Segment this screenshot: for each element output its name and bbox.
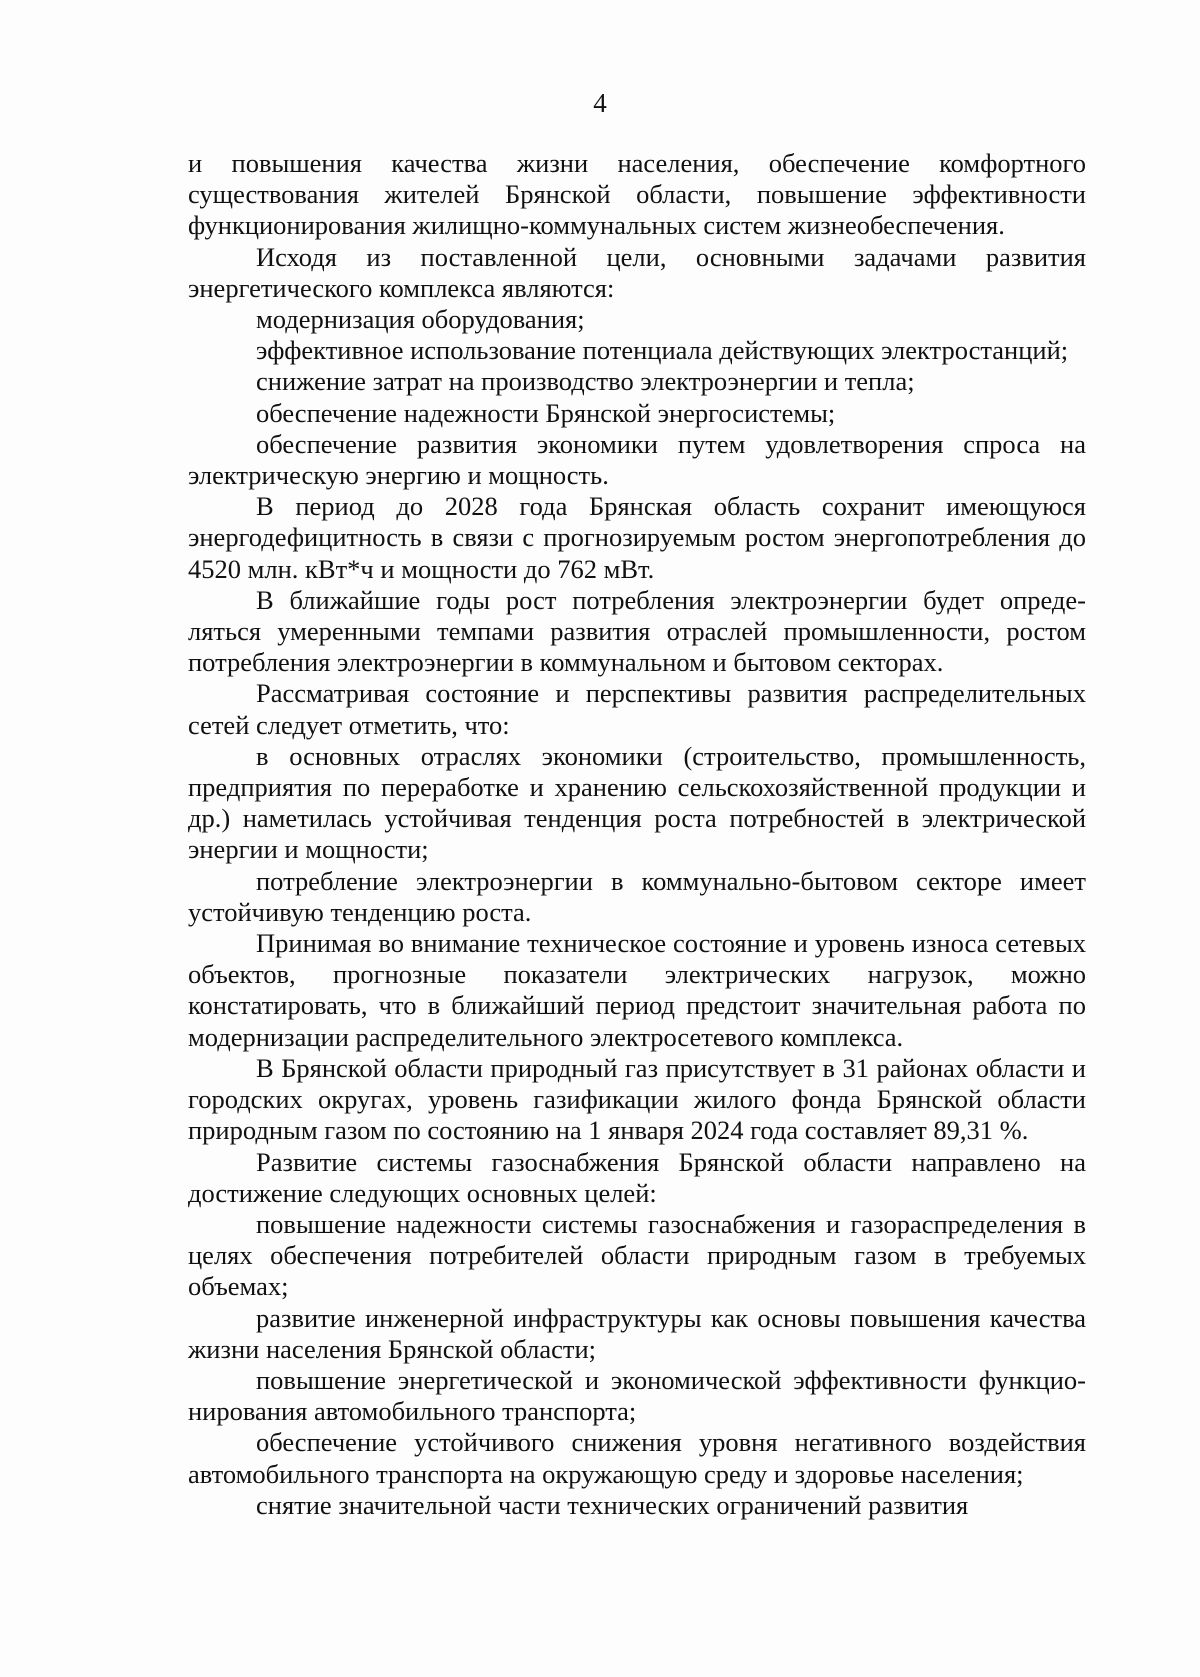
list-item-industries: в основных отраслях экономики (строительство, промышленность, предприятия по переработке и хранению сельскохозяйственной продукции и др.) наметилась устойчивая тенденция роста потребностей в электрической энергии и мощности;	[188, 740, 1086, 865]
paragraph-modernization-work: Принимая во внимание техническое состояние и уровень износа сетевых объектов, прогнозные показатели электрических нагрузок, можно констатировать, что в ближайший период предстоит значительная работа по модернизации распределительного электросетевого комплекса.	[188, 928, 1086, 1052]
list-item-infrastructure: развитие инженерной инфраструктуры как основы повышения качества жизни населения Брянской области;	[188, 1302, 1086, 1364]
paragraph-gasification: В Брянской области природный газ присутствует в 31 районах области и городских округах, уровень газификации жилого фонда Брянской области природным газом по состоянию на 1 января 2024 года составляет 89,31 %.	[188, 1052, 1086, 1146]
list-item-modernization: модернизация оборудования;	[256, 304, 585, 335]
paragraph-continuation: и повышения качества жизни населения, обеспечение комфортного существования жителей Брянской области, повышение эффективности функционирования жилищно-коммунальных систем жизнеобеспечения.	[188, 148, 1086, 241]
page-number: 4	[593, 88, 607, 118]
paragraph-tasks-intro: Исходя из поставленной цели, основными задачами развития энергетического комплекса являются:	[188, 241, 1086, 303]
paragraph-gas-goals-intro: Развитие системы газоснабжения Брянской области направлено на достижение следующих основных целей:	[188, 1146, 1086, 1208]
list-item-transport-efficiency: повышение энергетической и экономической эффективности функцио-нирования автомобильного транспорта;	[188, 1364, 1086, 1427]
list-item-economy: обеспечение развития экономики путем удовлетворения спроса на электрическую энергию и мощность.	[188, 428, 1086, 491]
document-body	[188, 148, 1086, 1521]
list-item-cost-reduction: снижение затрат на производство электроэнергии и тепла;	[256, 366, 915, 397]
list-item-gas-reliability: повышение надежности системы газоснабжения и газораспределения в целях обеспечения потребителей области природным газом в требуемых объемах;	[188, 1208, 1086, 1302]
list-item-power-plants: эффективное использование потенциала действующих электростанций;	[256, 335, 1069, 366]
list-item-constraints: снятие значительной части технических ограничений развития	[256, 1489, 969, 1520]
list-item-environment: обеспечение устойчивого снижения уровня негативного воздействия автомобильного транспорта на окружающую среду и здоровье населения;	[188, 1427, 1086, 1489]
paragraph-deficit-2028: В период до 2028 года Брянская область сохранит имеющуюся энергодефицитность в связи с прогнозируемым ростом энергопотребления до 4520 млн. кВт*ч и мощности до 762 мВт.	[188, 491, 1086, 584]
paragraph-consumption-growth: В ближайшие годы рост потребления электроэнергии будет опреде-ляться умеренными темпами развития отраслей промышленности, ростом потребления электроэнергии в коммунальном и бытовом секторах.	[188, 584, 1086, 678]
paragraph-networks-intro: Рассматривая состояние и перспективы развития распределительных сетей следует отметить, что:	[188, 678, 1086, 740]
list-item-household: потребление электроэнергии в коммунально-бытовом секторе имеет устойчивую тенденцию роста.	[188, 865, 1086, 927]
list-item-reliability: обеспечение надежности Брянской энергосистемы;	[256, 397, 836, 428]
